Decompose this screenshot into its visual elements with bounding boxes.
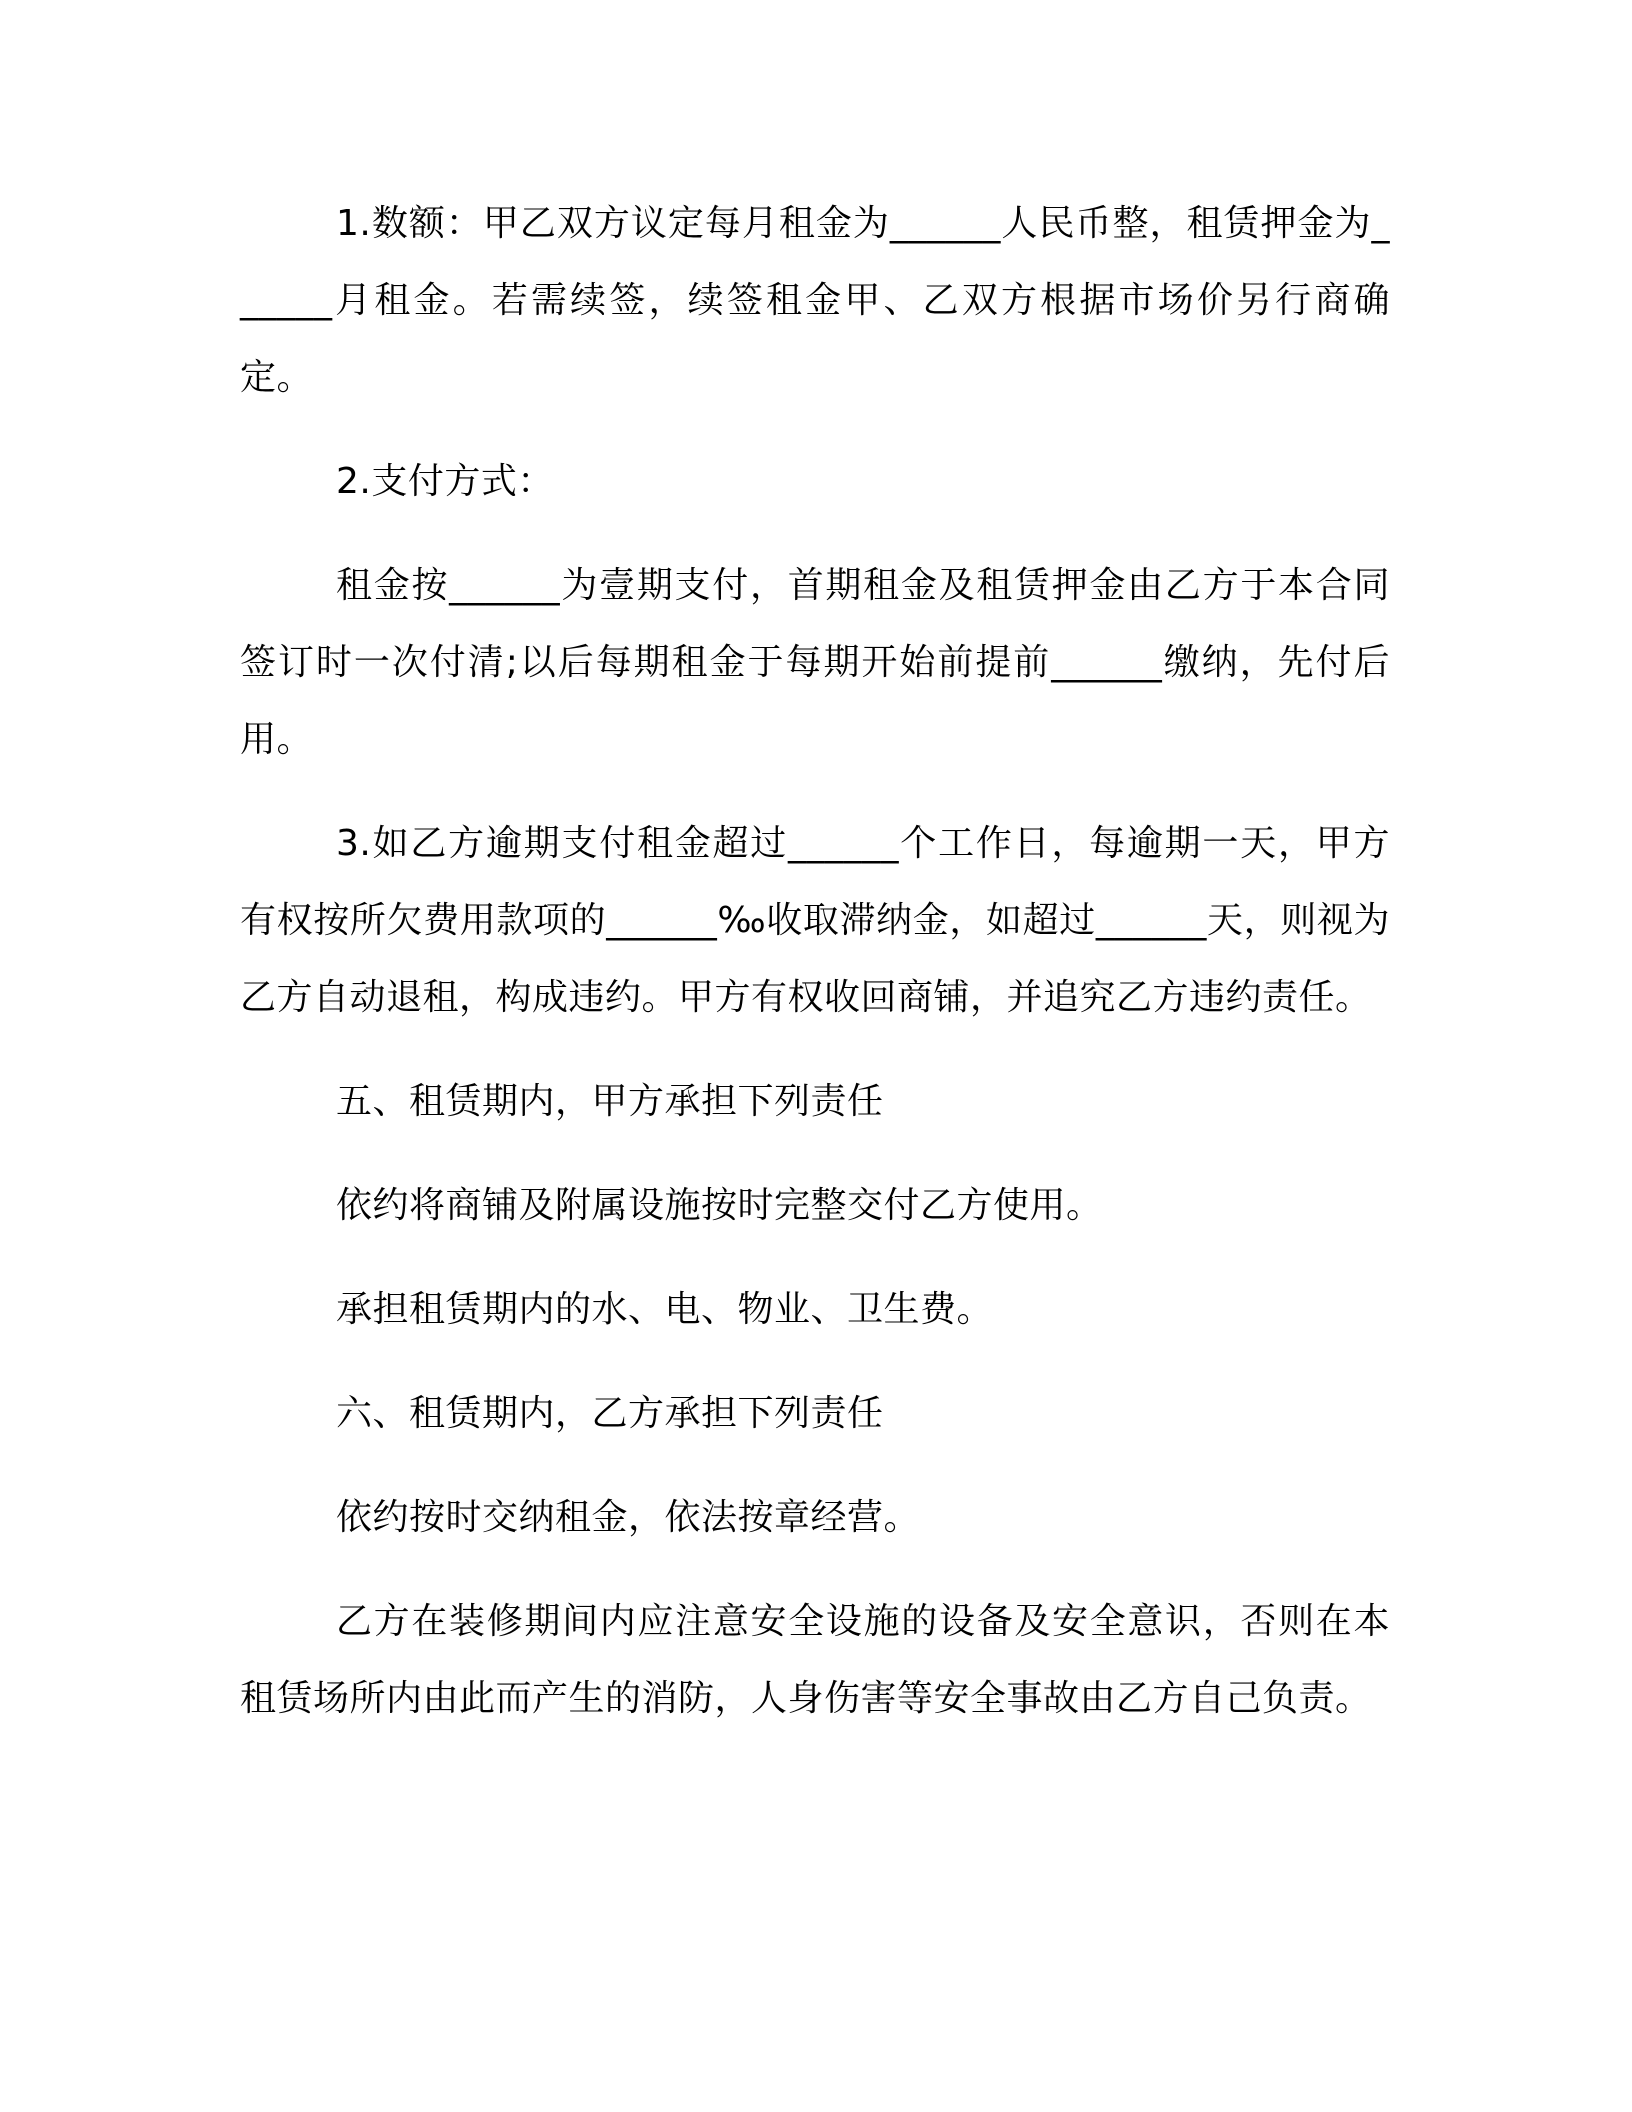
clause-payment-method-heading: 2.支付方式：: [336, 461, 554, 502]
section-six-heading: 六、租赁期内，乙方承担下列责任: [336, 1393, 884, 1434]
clause-rent-amount: 1.数额：甲乙双方议定每月租金为______人民币整，租赁押金为______月租金。若需续签，续签租金甲、乙双方根据市场价另行商确定。: [240, 203, 1390, 398]
party-a-duty-fees: 承担租赁期内的水、电、物业、卫生费。: [336, 1289, 994, 1330]
section-five-heading: 五、租赁期内，甲方承担下列责任: [336, 1081, 884, 1122]
party-b-duty-rent: 依约按时交纳租金，依法按章经营。: [336, 1497, 921, 1538]
document-page: [240, 185, 1390, 1764]
party-a-duty-delivery: 依约将商铺及附属设施按时完整交付乙方使用。: [336, 1185, 1103, 1226]
party-b-duty-safety: 乙方在装修期间内应注意安全设施的设备及安全意识，否则在本租赁场所内由此而产生的消防，人身伤害等安全事故由乙方自己负责。: [240, 1601, 1390, 1719]
clause-payment-method: 租金按______为壹期支付，首期租金及租赁押金由乙方于本合同签订时一次付清;以后每期租金于每期开始前提前______缴纳，先付后用。: [240, 565, 1390, 760]
clause-late-payment: 3.如乙方逾期支付租金超过______个工作日，每逾期一天，甲方有权按所欠费用款项的______‰收取滞纳金，如超过______天，则视为乙方自动退租，构成违约。甲方有权收回商铺，并追究乙方违约责任。: [240, 823, 1390, 1018]
